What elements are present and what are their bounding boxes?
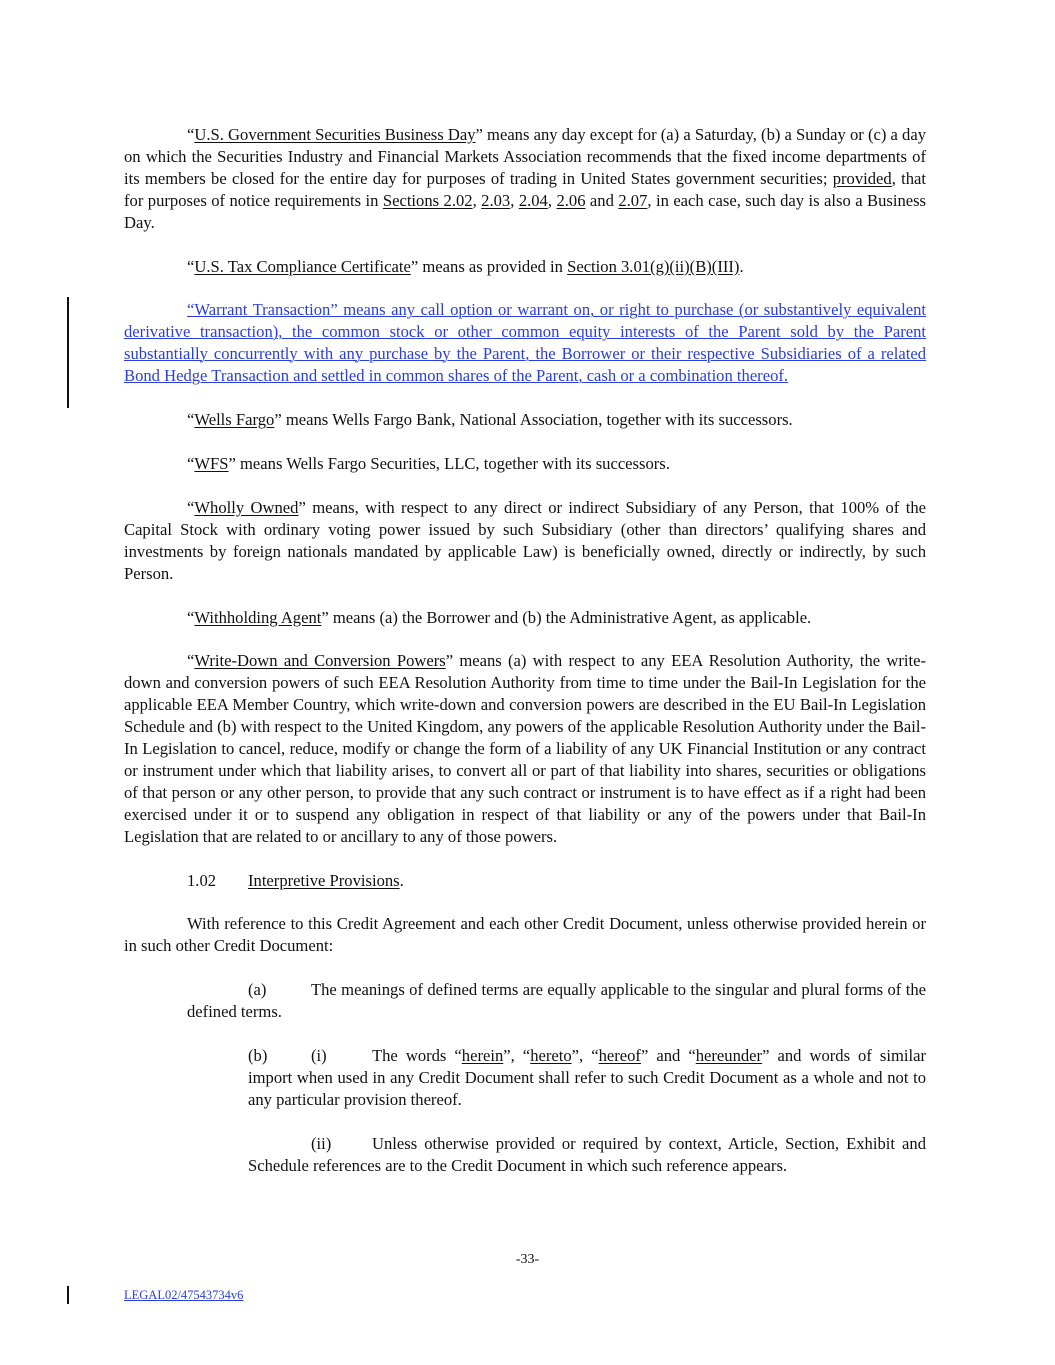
section-number: 1.02 bbox=[187, 870, 217, 890]
footer-change-bar bbox=[67, 1286, 69, 1304]
section-reference: 2.06 bbox=[556, 190, 586, 210]
defined-term: U.S. Government Securities Business Day bbox=[194, 125, 476, 144]
definition-wholly-owned: “Wholly Owned” means, with respect to any direct or indirect Subsidiary of any Person, that 100% of the Capital Stock with ordinary voting power issued by such Subsidiary (other than directors’ qualifying shares and investments by foreign nationals mandated by applicable Law) is beneficially owned, directly or indirectly, by such Person. bbox=[124, 497, 926, 583]
definition-us-government-securities-business-day: “U.S. Government Securities Business Day” means any day except for (a) a Saturday, (b) a Sunday or (c) a day on which the Securities Industry and Financial Markets Association recommends that the fixed income departments of its members be closed for the entire day for purposes of trading in United States government securities; provided, that for purposes of notice requirements in Sections 2.02, 2.03, 2.04, 2.06 and 2.07, in each case, such day is also a Business Day. bbox=[124, 125, 927, 232]
definition-write-down-and-conversion-powers: “Write-Down and Conversion Powers” means (a) with respect to any EEA Resolution Authority, the write-down and conversion powers of such EEA Resolution Authority from time to time under the Bail-In Legislation for the applicable EEA Member Country, which write-down and conversion powers are described in the EU Bail-In Legislation Schedule and (b) with respect to the United Kingdom, any powers of the applicable Resolution Authority under the Bail-In Legislation to cancel, reduce, modify or change the form of a liability of any UK Financial Institution or any contract or instrument under which that liability arises, to convert all or part of that liability into shares, securities or obligations of that person or any other person, to provide that any such contract or instrument is to have effect as if a right had been exercised under it or to suspend any obligation in respect of that liability or any of the powers under that Bail-In Legislation that are related to or ancillary to any of those powers. bbox=[124, 651, 927, 846]
section-reference: 2.04 bbox=[518, 190, 548, 210]
definition-wfs: “WFS” means Wells Fargo Securities, LLC, together with its successors. bbox=[187, 453, 670, 473]
section-intro: With reference to this Credit Agreement and each other Credit Document, unless otherwise provided herein or in such other Credit Document: bbox=[124, 914, 926, 956]
definition-us-tax-compliance-certificate: “U.S. Tax Compliance Certificate” means as provided in Section 3.01(g)(ii)(B)(III). bbox=[187, 256, 744, 276]
defined-term: Wholly Owned bbox=[194, 497, 299, 517]
section-reference: Sections 2.02 bbox=[382, 190, 473, 210]
section-reference: Section 3.01(g)(ii)(B)(III) bbox=[567, 256, 740, 276]
defined-term: U.S. Tax Compliance Certificate bbox=[194, 256, 411, 276]
clause-b-ii: (ii) Unless otherwise provided or required by context, Article, Section, Exhibit and Schedule references are to the Credit Document in which such reference appears. bbox=[248, 1133, 926, 1175]
clause-b-i: (b) (i) The words “herein”, “hereto”, “hereof” and “hereunder” and words of similar import when used in any Credit Document shall refer to such Credit Document as a whole and not to any particular provision thereof. bbox=[248, 1046, 927, 1109]
defined-term: Write-Down and Conversion Powers bbox=[194, 651, 446, 671]
defined-term: Wells Fargo bbox=[194, 410, 275, 430]
clause-label: (a) bbox=[248, 980, 267, 1000]
provided-term: provided bbox=[832, 168, 892, 188]
defined-term: WFS bbox=[194, 453, 229, 473]
clause-a: (a) The meanings of defined terms are equally applicable to the singular and plural forms of the defined terms. bbox=[187, 980, 926, 1022]
section-title: Interpretive Provisions bbox=[248, 870, 400, 890]
subclause-label: (i) bbox=[311, 1046, 327, 1066]
defined-term: Withholding Agent bbox=[194, 607, 322, 627]
document-id: LEGAL02/47543734v6 bbox=[124, 1288, 244, 1302]
change-bar bbox=[67, 297, 69, 408]
definition-wells-fargo: “Wells Fargo” means Wells Fargo Bank, National Association, together with its successors. bbox=[187, 410, 793, 430]
section-heading-1-02: 1.02 Interpretive Provisions. bbox=[187, 870, 404, 890]
section-reference: 2.07 bbox=[618, 190, 648, 210]
definition-withholding-agent: “Withholding Agent” means (a) the Borrower and (b) the Administrative Agent, as applicable. bbox=[187, 607, 812, 627]
subclause-label: (ii) bbox=[311, 1133, 332, 1153]
section-reference: 2.03 bbox=[481, 190, 511, 210]
clause-label: (b) bbox=[248, 1046, 268, 1066]
document-page bbox=[124, 124, 926, 1199]
definition-warrant-transaction-inserted: “Warrant Transaction” means any call option or warrant on, or right to purchase (or substantively equivalent derivative transaction), the common stock or other common equity interests of the Parent sold by the Parent substantially concurrently with any purchase by the Parent, the Borrower or their respective Subsidiaries of a related Bond Hedge Transaction and settled in common shares of the Parent, cash or a combination thereof. bbox=[124, 300, 926, 386]
page-number: -33- bbox=[515, 1252, 540, 1267]
